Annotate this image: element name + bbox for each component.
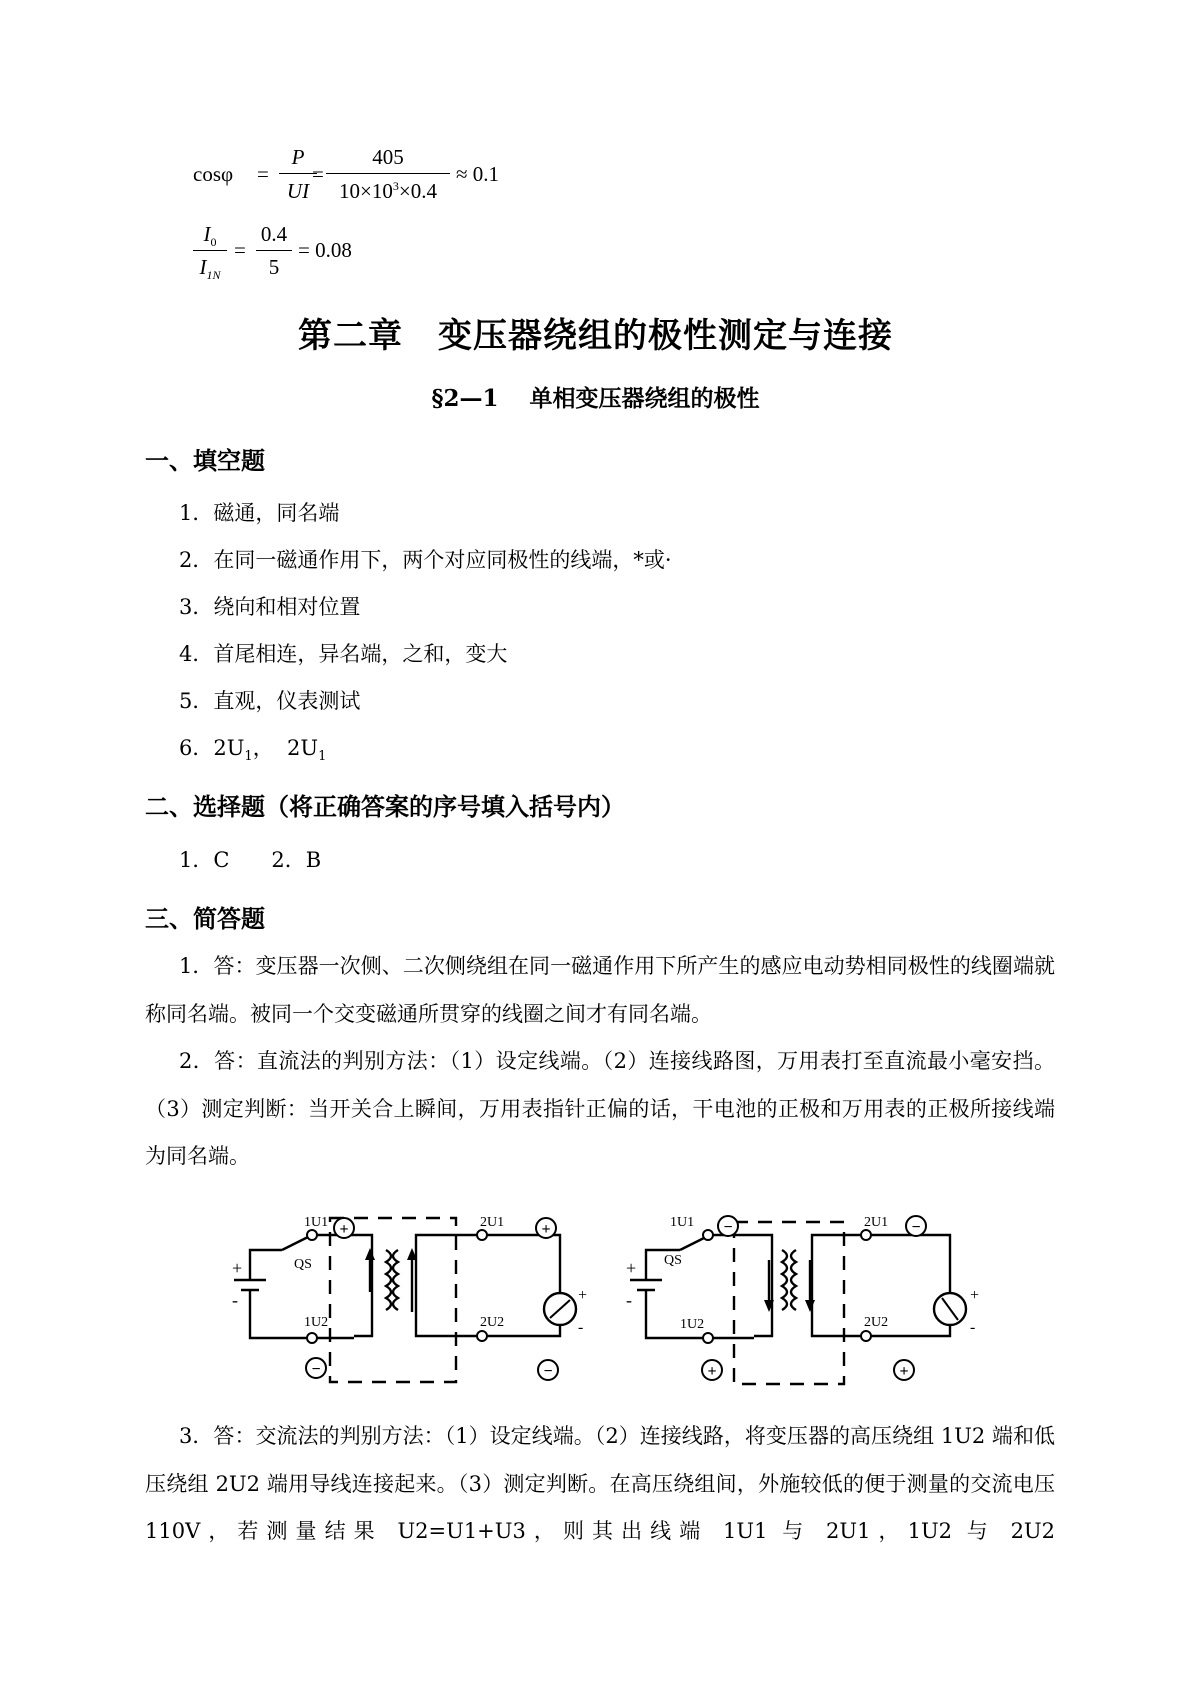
meter-plus: + bbox=[578, 1287, 588, 1304]
fraction-numerator: 0.4 bbox=[260, 222, 288, 246]
fraction-denominator: UI bbox=[286, 179, 310, 203]
fraction-denominator: $10\times 10^3\times 0.4$ bbox=[339, 179, 437, 203]
battery-plus: + bbox=[626, 1258, 637, 1278]
polarity-mark: + bbox=[541, 1221, 551, 1238]
answer-item: 2．在同一磁通作用下，两个对应同极性的线端，*或· bbox=[179, 548, 672, 572]
equals-sign: = bbox=[234, 238, 246, 262]
formula-lhs: cosφ bbox=[193, 162, 234, 186]
terminal-label: 2U1 bbox=[864, 1215, 889, 1230]
fraction-denominator: $I_{1N}$ bbox=[199, 255, 221, 283]
switch-label: QS bbox=[664, 1253, 682, 1268]
terminal-label: 2U2 bbox=[864, 1315, 889, 1330]
terminal-label: 1U1 bbox=[670, 1215, 695, 1230]
fraction-numerator: $I_0$ bbox=[203, 222, 217, 250]
terminal-label: 1U2 bbox=[680, 1317, 705, 1332]
heading-short-answer: 三、简答题 bbox=[145, 904, 265, 933]
answer-paragraph: 2．答：直流法的判别方法：（1）设定线端。（2）连接线路图，万用表打至直流最小毫安挡。（3）测定判断：当开关合上瞬间，万用表指针正偏的话，干电池的正极和万用表的正极所接线端为同名端。 bbox=[145, 1049, 1055, 1168]
polarity-mark: + bbox=[339, 1221, 349, 1238]
fraction-numerator: P bbox=[291, 145, 305, 169]
answer-item: 6．$2U_1$， $2U_1$ bbox=[179, 736, 327, 765]
fraction-bar bbox=[193, 250, 227, 251]
answer-item: 4．首尾相连，异名端，之和，变大 bbox=[179, 642, 508, 666]
polarity-mark: − bbox=[723, 1219, 733, 1236]
meter-minus: - bbox=[578, 1319, 584, 1336]
dc-method-circuit-right bbox=[624, 1208, 1024, 1393]
fraction-denominator: 5 bbox=[268, 255, 280, 279]
formula-result: ≈ 0.1 bbox=[456, 162, 500, 186]
fraction-bar bbox=[326, 173, 450, 174]
section-title: §2—1 单相变压器绕组的极性 bbox=[431, 385, 760, 412]
dc-method-circuit-left bbox=[220, 1208, 620, 1393]
polarity-mark: − bbox=[543, 1363, 553, 1380]
fraction-bar bbox=[256, 250, 292, 251]
answer-item: 1．磁通，同名端 bbox=[179, 501, 340, 525]
terminal-label: 2U1 bbox=[480, 1215, 505, 1230]
terminal-label: 2U2 bbox=[480, 1315, 505, 1330]
answer-paragraph: 1．答：变压器一次侧、二次侧绕组在同一磁通作用下所产生的感应电动势相同极性的线圈端就称同名端。被同一个交变磁通所贯穿的线圈之间才有同名端。 bbox=[145, 954, 1055, 1026]
battery-minus: - bbox=[626, 1290, 632, 1310]
answer-item: 5．直观，仪表测试 bbox=[179, 689, 361, 713]
terminal-label: 1U1 bbox=[304, 1215, 329, 1230]
battery-plus: + bbox=[232, 1258, 243, 1278]
equals-sign: = bbox=[257, 162, 269, 186]
chapter-title: 第二章 变压器绕组的极性测定与连接 bbox=[298, 316, 893, 356]
fraction-numerator: 405 bbox=[372, 145, 404, 169]
answer-item: 1．C 2．B bbox=[179, 848, 322, 872]
answer-item: 3．绕向和相对位置 bbox=[179, 595, 361, 619]
polarity-mark: − bbox=[911, 1219, 921, 1236]
polarity-mark: − bbox=[311, 1361, 321, 1378]
equals-sign: = bbox=[312, 162, 324, 186]
meter-plus: + bbox=[970, 1287, 980, 1304]
polarity-mark: + bbox=[899, 1363, 909, 1380]
heading-multiple-choice: 二、选择题（将正确答案的序号填入括号内） bbox=[145, 792, 625, 821]
heading-fill-in: 一、填空题 bbox=[145, 446, 265, 475]
formula-result: = 0.08 bbox=[298, 238, 352, 262]
terminal-label: 1U2 bbox=[304, 1315, 329, 1330]
battery-minus: - bbox=[232, 1290, 238, 1310]
switch-label: QS bbox=[294, 1257, 312, 1272]
polarity-mark: + bbox=[707, 1363, 717, 1380]
meter-minus: - bbox=[970, 1319, 976, 1336]
answer-paragraph: 3．答：交流法的判别方法：（1）设定线端。（2）连接线路，将变压器的高压绕组 1U2 端和低压绕组 2U2 端用导线连接起来。（3）测定判断。在高压绕组间，外施较低的便于测量的交流电压 110V，若测量结果 U2=U1+U3，则其出线端 1U1 与 2U1，1U2 与 2U2 bbox=[145, 1424, 1055, 1543]
